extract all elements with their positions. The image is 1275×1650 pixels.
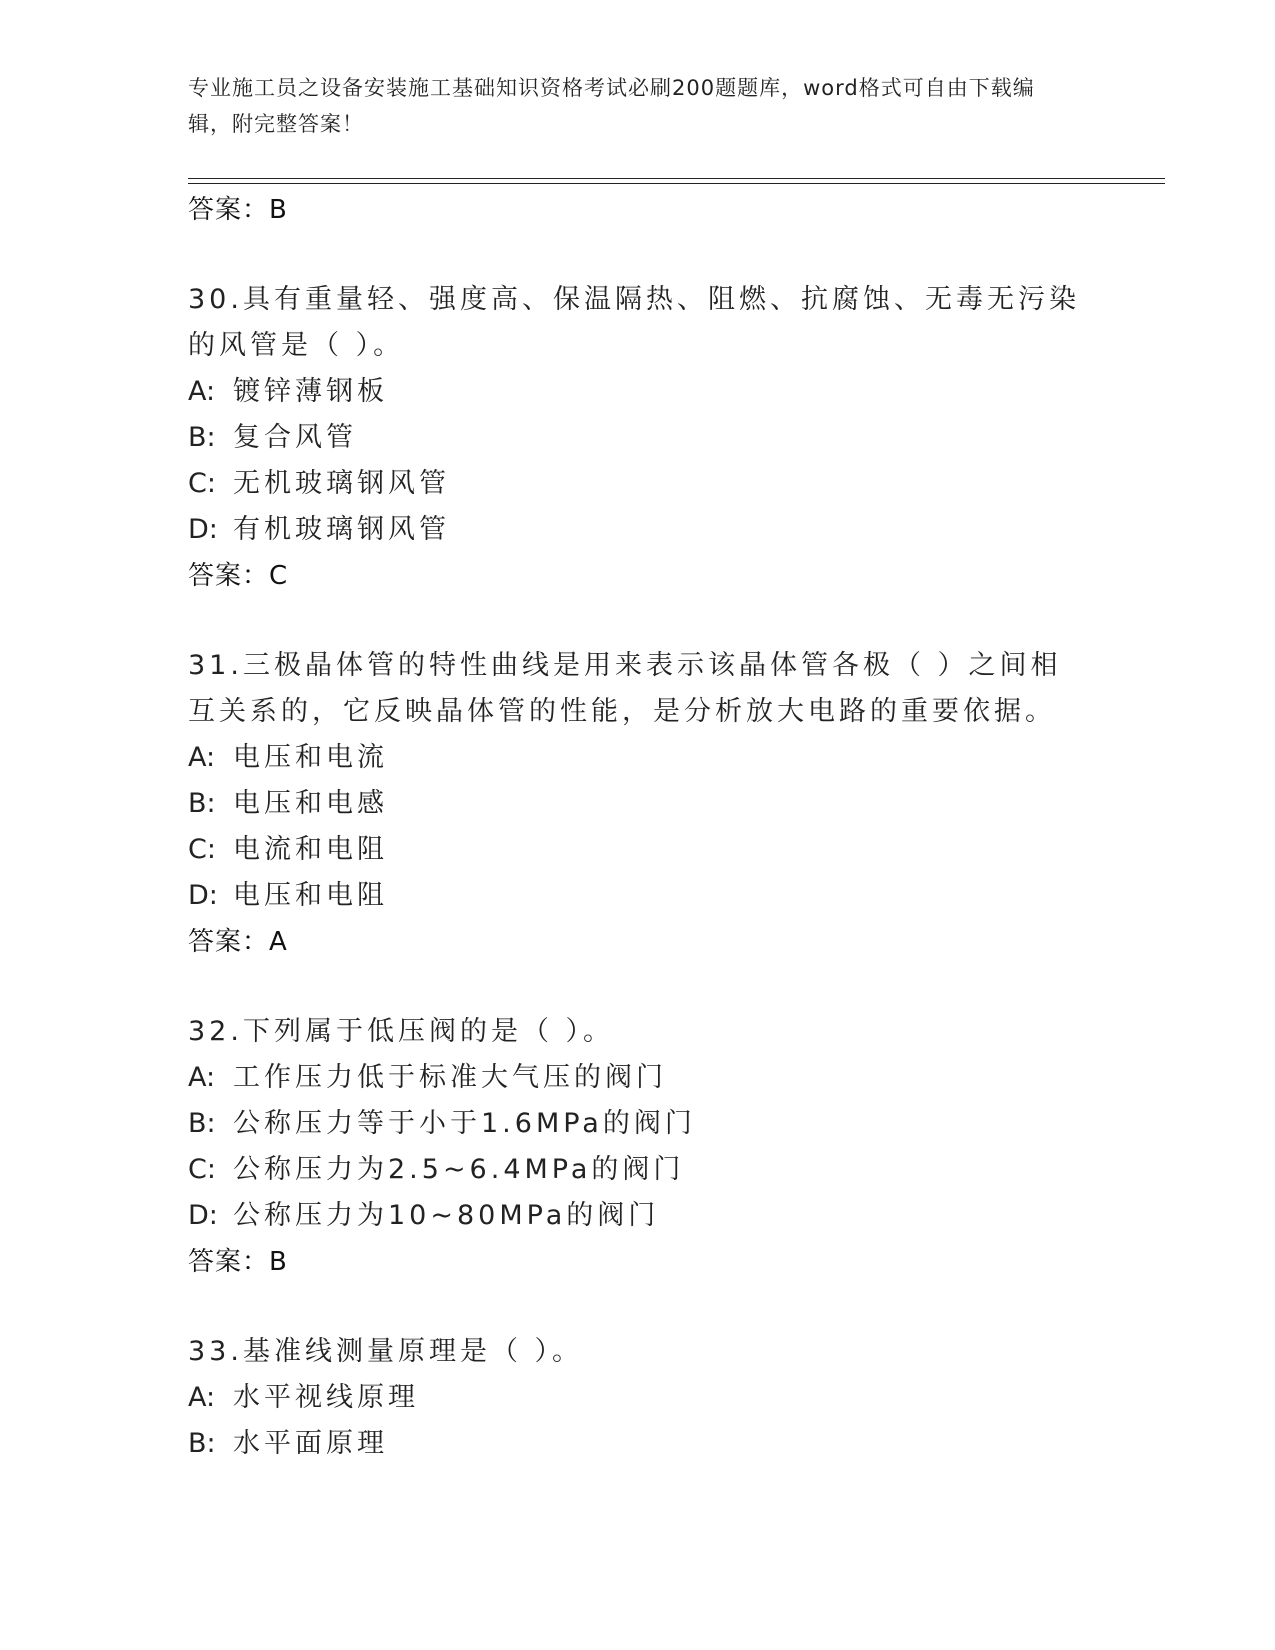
option-c [188,827,1088,873]
option-a [188,735,1088,781]
option-c [188,461,1088,507]
option-key: A: [188,1062,216,1093]
option-text: 电压和电感 [233,788,388,819]
option-d [188,873,1088,919]
question-stem: 30.具有重量轻、强度高、保温隔热、阻燃、抗腐蚀、无毒无污染的风管是（ ）。 [188,284,1080,361]
option-text: 公称压力为2.5~6.4MPa的阀门 [233,1154,685,1185]
option-text: 复合风管 [233,422,357,453]
option-key: B: [188,788,216,819]
question-33 [188,1329,1088,1467]
option-a [188,1375,1088,1421]
header-divider-bottom [188,183,1165,184]
question-stem: 33.基准线测量原理是（ ）。 [188,1336,584,1367]
option-d [188,1193,1088,1239]
option-text: 电压和电流 [233,742,388,773]
question-stem: 31.三极晶体管的特性曲线是用来表示该晶体管各极（ ）之间相互关系的，它反映晶体管的性能，是分析放大电路的重要依据。 [188,650,1062,727]
option-text: 工作压力低于标准大气压的阀门 [233,1062,667,1093]
option-a [188,1055,1088,1101]
option-key: D: [188,880,218,911]
option-a [188,369,1088,415]
option-b [188,415,1088,461]
option-key: B: [188,1428,216,1459]
option-b [188,1421,1088,1467]
question-stem: 32.下列属于低压阀的是（ ）。 [188,1016,615,1047]
document-header: 专业施工员之设备安装施工基础知识资格考试必刷200题题库，word格式可自由下载编辑，附完整答案！ [188,76,1035,136]
option-text: 镀锌薄钢板 [233,376,388,407]
answer-line: 答案：B [188,195,288,225]
answer-line: 答案：C [188,561,289,591]
option-key: A: [188,376,216,407]
option-text: 公称压力等于小于1.6MPa的阀门 [233,1108,696,1139]
option-key: C: [188,468,216,499]
option-key: C: [188,1154,216,1185]
header-divider-top [188,178,1165,179]
question-32 [188,1009,1088,1285]
option-text: 水平视线原理 [233,1382,419,1413]
option-text: 有机玻璃钢风管 [233,514,450,545]
answer-line: 答案：B [188,1247,288,1277]
option-key: D: [188,1200,218,1231]
option-key: A: [188,742,216,773]
option-key: C: [188,834,216,865]
option-key: B: [188,422,216,453]
option-b [188,781,1088,827]
answer-line: 答案：A [188,927,288,957]
question-31 [188,643,1088,965]
document-body [188,187,1088,1467]
option-text: 电压和电阻 [233,880,388,911]
option-key: A: [188,1382,216,1413]
option-text: 公称压力为10~80MPa的阀门 [233,1200,660,1231]
option-c [188,1147,1088,1193]
question-30 [188,277,1088,599]
option-text: 无机玻璃钢风管 [233,468,450,499]
option-text: 电流和电阻 [233,834,388,865]
option-d [188,507,1088,553]
option-b [188,1101,1088,1147]
option-text: 水平面原理 [233,1428,388,1459]
option-key: D: [188,514,218,545]
option-key: B: [188,1108,216,1139]
